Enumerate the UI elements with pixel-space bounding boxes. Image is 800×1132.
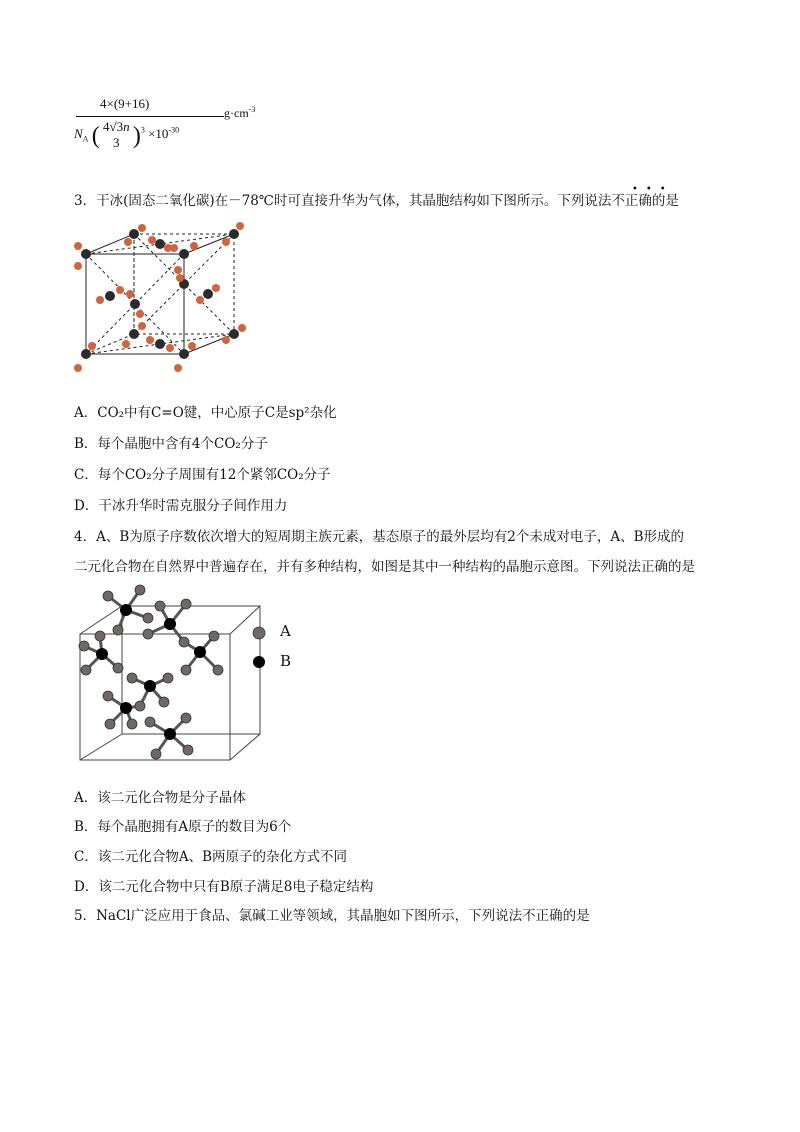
unit-text: g·cm xyxy=(224,106,249,120)
formula-numerator: 4×(9+16) xyxy=(100,96,150,111)
legend-a-swatch xyxy=(252,626,266,640)
a-atoms xyxy=(79,585,223,759)
ab-crystal-diagram xyxy=(74,584,274,769)
q5-stem: 5．NaCl广泛应用于食品、氯碱工业等领域，其晶胞如下图所示，下列说法不正确的是 xyxy=(74,908,590,924)
inner-bottom: 3 xyxy=(113,135,120,150)
q3-option-c[interactable]: C．每个CO₂分子周围有12个紧邻CO₂分子 xyxy=(74,467,331,483)
q3-stem-part2: 的是 xyxy=(651,193,679,209)
legend-b-label: B xyxy=(280,652,292,670)
fraction-bar xyxy=(76,116,224,117)
q4-stem-line1: 4．A、B为原子序数依次增大的短周期主族元素，基态原子的最外层均有2个未成对电子，A、B形成的 xyxy=(74,529,685,545)
right-paren: ) xyxy=(132,122,141,149)
avogadro-sub: A xyxy=(82,134,89,144)
times-ten: ×10 xyxy=(148,125,169,141)
inner-fraction xyxy=(103,119,130,151)
ten-exp: -30 xyxy=(168,125,180,135)
q3-emph-text: 不正确 xyxy=(611,193,652,209)
inner-n: n xyxy=(123,119,130,134)
cube-power: 3 xyxy=(140,125,145,135)
q4-option-c[interactable]: C．该二元化合物A、B两原子的杂化方式不同 xyxy=(74,849,347,865)
q3-stem xyxy=(74,192,679,210)
q3-option-b[interactable]: B．每个晶胞中含有4个CO₂分子 xyxy=(74,436,268,452)
q4-option-b[interactable]: B．每个晶胞拥有A原子的数目为6个 xyxy=(74,819,292,835)
q3-stem-part1: 3．干冰(固态二氧化碳)在－78℃时可直接升华为气体，其晶胞结构如下图所示。下列说法 xyxy=(74,193,612,209)
q4-option-d[interactable]: D．该二元化合物中只有B原子满足8电子稳定结构 xyxy=(74,879,374,895)
avogadro-symbol: N xyxy=(74,125,83,141)
legend-a-label: A xyxy=(280,622,291,640)
q3-option-d[interactable]: D．干冰升华时需克服分子间作用力 xyxy=(74,498,288,514)
dry-ice-crystal-diagram xyxy=(74,222,254,377)
q3-stem-emphasis xyxy=(611,193,652,209)
density-formula xyxy=(74,92,274,164)
q4-stem-line2: 二元化合物在自然界中普遍存在，并有多种结构，如图是其中一种结构的晶胞示意图。下列说法正确的是 xyxy=(74,559,695,575)
formula-denominator xyxy=(74,119,179,151)
q3-option-a[interactable]: A．CO₂中有C=O键，中心原子C是sp²杂化 xyxy=(74,405,337,421)
inner-top: 4√3 xyxy=(102,119,124,134)
emphasis-dots: ••• xyxy=(632,184,674,195)
unit-exp: -3 xyxy=(248,105,256,114)
co2-molecules xyxy=(74,222,246,372)
q4-option-a[interactable]: A．该二元化合物是分子晶体 xyxy=(74,790,246,806)
legend-b-swatch xyxy=(252,655,266,669)
left-paren: ( xyxy=(91,122,100,149)
formula-unit xyxy=(224,105,255,121)
